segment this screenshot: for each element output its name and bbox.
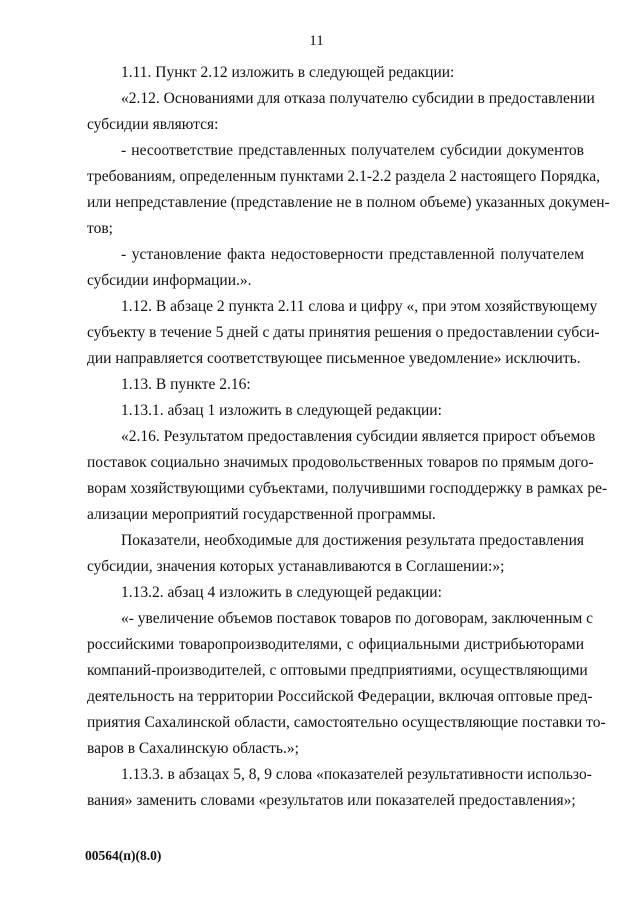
page-number: 11 bbox=[309, 33, 324, 49]
text-line: деятельность на территории Российской Федерации, включая оптовые пред- bbox=[87, 688, 593, 705]
text-line: дии направляется соответствующее письменное уведомление» исключить. bbox=[87, 350, 581, 367]
document-code: 00564(п)(8.0) bbox=[85, 848, 162, 863]
text-line: субсидии информации.». bbox=[87, 272, 252, 289]
text-line: поставок социально значимых продовольственных товаров по прямым дого- bbox=[87, 454, 594, 471]
document-body bbox=[87, 60, 610, 814]
text-line: «2.16. Результатом предоставления субсидии является прирост объемов bbox=[121, 428, 596, 445]
text-line: субъекту в течение 5 дней с даты принятия решения о предоставлении субси- bbox=[87, 324, 600, 341]
text-line: субсидии являются: bbox=[87, 116, 219, 133]
text-line: вания» заменить словами «результатов или показателей предоставления»; bbox=[87, 792, 576, 809]
text-line: ворам хозяйствующими субъектами, получившими господдержку в рамках ре- bbox=[87, 480, 608, 497]
text-line: Показатели, необходимые для достижения результата предоставления bbox=[121, 532, 584, 549]
text-line: 1.13.3. в абзацах 5, 8, 9 слова «показателей результативности использо- bbox=[121, 766, 592, 783]
text-line: - несоответствие представленных получателем субсидии документов bbox=[121, 142, 584, 159]
text-line: компаний-производителей, с оптовыми предприятиями, осуществляющими bbox=[87, 662, 588, 679]
text-line: варов в Сахалинскую область.»; bbox=[87, 740, 299, 757]
text-line: приятия Сахалинской области, самостоятельно осуществляющие поставки то- bbox=[87, 714, 606, 731]
text-line: - установление факта недостоверности представленной получателем bbox=[121, 246, 584, 263]
text-line: или непредставление (представление не в полном объеме) указанных докумен- bbox=[87, 194, 610, 211]
text-line: 1.13. В пункте 2.16: bbox=[121, 376, 251, 393]
text-line: 1.12. В абзаце 2 пункта 2.11 слова и цифру «, при этом хозяйствующему bbox=[121, 298, 598, 315]
text-line: «2.12. Основаниями для отказа получателю субсидии в предоставлении bbox=[121, 90, 595, 107]
text-line: «- увеличение объемов поставок товаров по договорам, заключенным с bbox=[121, 610, 594, 627]
text-line: 1.13.2. абзац 4 изложить в следующей редакции: bbox=[121, 584, 442, 601]
text-line: российскими товаропроизводителями, с официальными дистрибьюторами bbox=[87, 636, 584, 653]
text-line: 1.11. Пункт 2.12 изложить в следующей редакции: bbox=[121, 64, 455, 81]
text-line: субсидии, значения которых устанавливаются в Соглашении:»; bbox=[87, 558, 505, 575]
text-line: ализации мероприятий государственной программы. bbox=[87, 506, 436, 523]
text-line: 1.13.1. абзац 1 изложить в следующей редакции: bbox=[121, 402, 442, 419]
text-line: тов; bbox=[87, 220, 113, 237]
text-line: требованиям, определенным пунктами 2.1-2.2 раздела 2 настоящего Порядка, bbox=[87, 168, 601, 185]
